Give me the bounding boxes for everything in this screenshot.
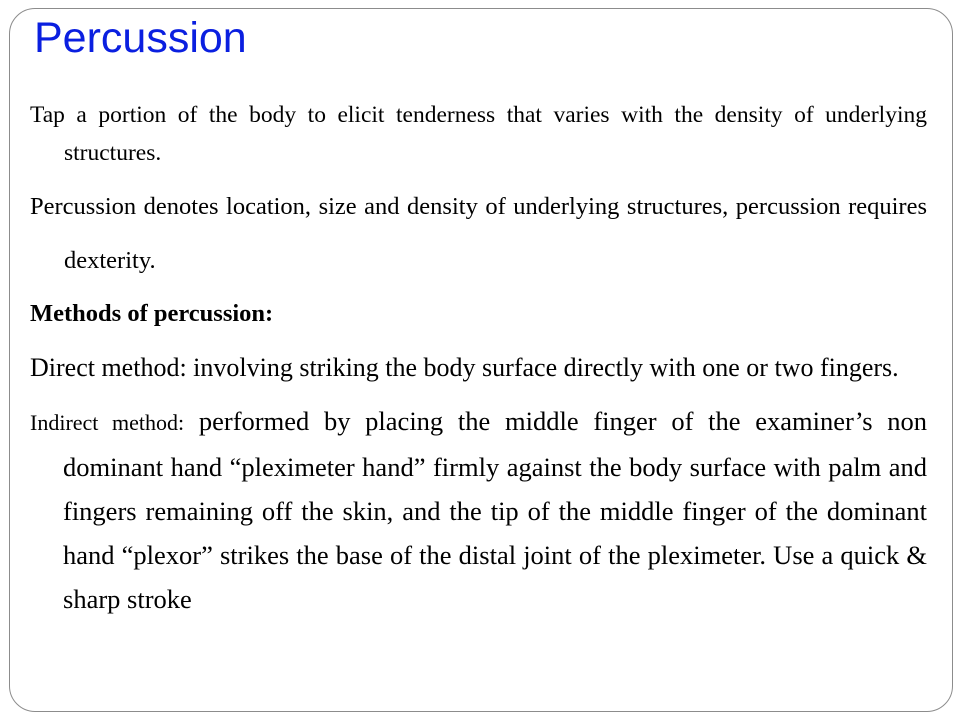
- methods-heading: Methods of percussion:: [30, 300, 274, 327]
- indirect-method-label: Indirect method:: [30, 410, 185, 435]
- paragraph-indirect-method: [30, 399, 927, 621]
- indirect-method-description: performed by placing the middle finger of the examiner’s non dominant hand “pleximeter hand” firmly against the body surface with palm and fingers remaining off the skin, and the tip of the middle finger of the dominant hand “plexor” strikes the base of the distal joint of the pleximeter. Use a quick & sharp stroke: [63, 406, 927, 614]
- paragraph-percussion-purpose: Percussion denotes location, size and density of underlying structures, percussion requires dexterity.: [30, 193, 927, 274]
- slide-body: [30, 96, 927, 621]
- slide-title: Percussion: [34, 14, 247, 62]
- paragraph-direct-method: Direct method: involving striking the body surface directly with one or two fingers.: [30, 353, 899, 382]
- paragraph-tap-definition: Tap a portion of the body to elicit tenderness that varies with the density of underlying structures.: [30, 102, 927, 166]
